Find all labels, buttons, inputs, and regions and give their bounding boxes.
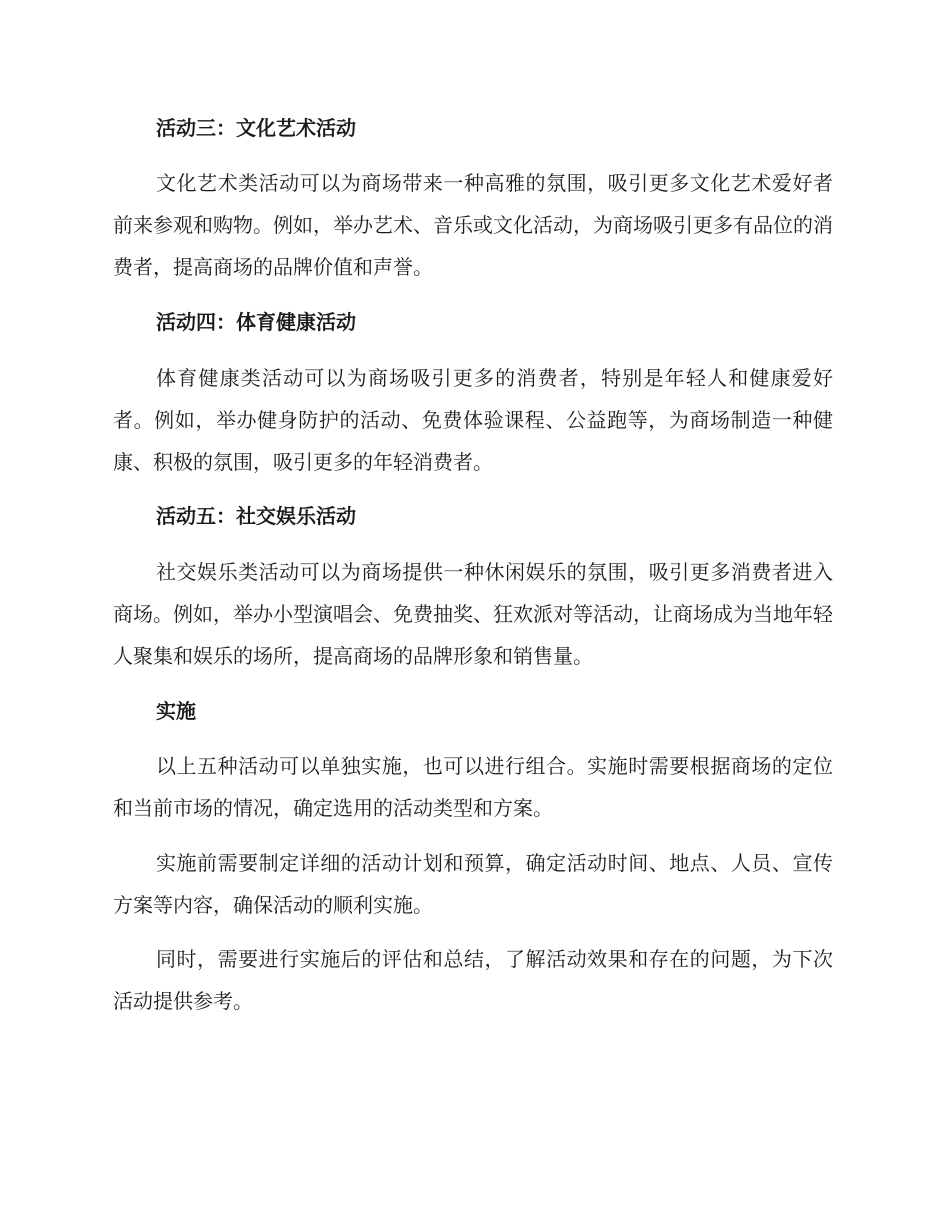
section-heading-activity-five: 活动五：社交娱乐活动 — [156, 504, 356, 528]
section-body-implementation-3 — [113, 938, 833, 1022]
paragraph: 体育健康类活动可以为商场吸引更多的消费者，特别是年轻人和健康爱好者。例如，举办健身防护的活动、免费体验课程、公益跑等，为商场制造一种健康、积极的氛围，吸引更多的年轻消费者。 — [113, 366, 833, 474]
section-heading-implementation: 实施 — [156, 699, 196, 723]
section-heading-activity-three: 活动三：文化艺术活动 — [156, 116, 356, 140]
paragraph: 社交娱乐类活动可以为商场提供一种休闲娱乐的氛围，吸引更多消费者进入商场。例如，举办小型演唱会、免费抽奖、狂欢派对等活动，让商场成为当地年轻人聚集和娱乐的场所，提高商场的品牌形象和销售量。 — [113, 560, 833, 668]
paragraph: 实施前需要制定详细的活动计划和预算，确定活动时间、地点、人员、宣传方案等内容，确保活动的顺利实施。 — [113, 851, 833, 917]
section-body-implementation-1 — [113, 745, 833, 829]
paragraph: 以上五种活动可以单独实施，也可以进行组合。实施时需要根据商场的定位和当前市场的情况，确定选用的活动类型和方案。 — [113, 754, 833, 820]
section-body-activity-five — [113, 551, 833, 677]
section-body-activity-three — [113, 162, 833, 288]
paragraph: 文化艺术类活动可以为商场带来一种高雅的氛围，吸引更多文化艺术爱好者前来参观和购物。例如，举办艺术、音乐或文化活动，为商场吸引更多有品位的消费者，提高商场的品牌价值和声誉。 — [113, 171, 833, 279]
paragraph: 同时，需要进行实施后的评估和总结，了解活动效果和存在的问题，为下次活动提供参考。 — [113, 947, 833, 1013]
section-body-implementation-2 — [113, 842, 833, 926]
section-body-activity-four — [113, 357, 833, 483]
section-heading-activity-four: 活动四：体育健康活动 — [156, 310, 356, 334]
